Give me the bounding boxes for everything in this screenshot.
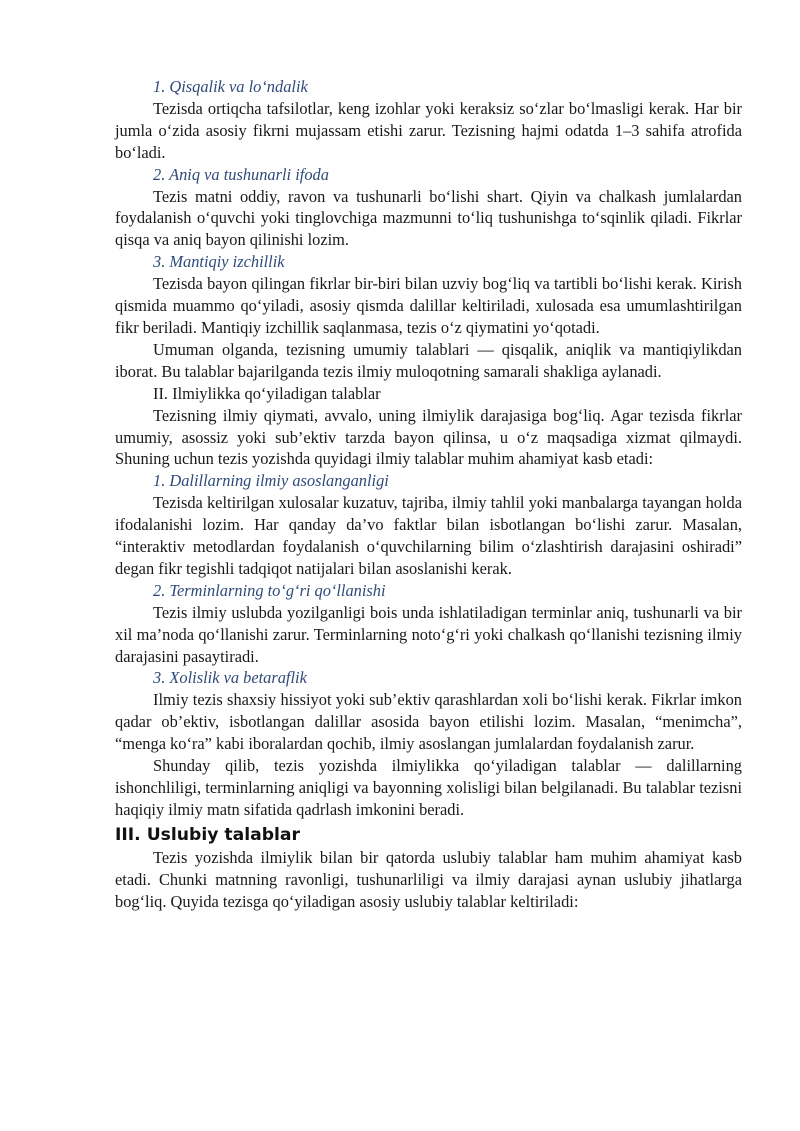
section-heading-style: III. Uslubiy talablar <box>115 824 300 845</box>
subheading-brevity: 1. Qisqalik va lo‘ndalik <box>153 77 308 96</box>
subheading-terms: 2. Terminlarning to‘g‘ri qo‘llanishi <box>153 580 386 600</box>
paragraph: Tezisda ortiqcha tafsilotlar, keng izohlar yoki keraksiz so‘zlar bo‘lmasligi kerak. Har bir jumla o‘zida asosiy fikrni mujassam etishi zarur. Tezisning hajmi odatda 1–3 sahifa atrofida bo‘ladi. <box>115 98 742 162</box>
paragraph: Ilmiy tezis shaxsiy hissiyot yoki sub’ektiv qarashlardan xoli bo‘lishi kerak. Fikrlar imkon qadar ob’ektiv, isbotlangan dalillar asosida bayon etilishi lozim. Masalan, “menimcha”, “menga ko‘ra” kabi iboralardan qochib, ilmiy asoslangan jumlalardan foydalanish zarur. <box>115 690 742 754</box>
summary-paragraph: Umuman olganda, tezisning umumiy talablari — qisqalik, aniqlik va mantiqiylikdan iborat. Bu talablar bajarilganda tezis ilmiy muloqotning samarali shakliga aylanadi. <box>115 339 742 381</box>
subheading-evidence: 1. Dalillarning ilmiy asoslanganligi <box>153 471 389 491</box>
paragraph: Tezisda bayon qilingan fikrlar bir-biri bilan uzviy bog‘liq va tartibli bo‘lishi kerak. Kirish qismida muammo qo‘yiladi, asosiy qismda dalillar keltiriladi, xulosada esa umumlashtirilgan fikr beriladi. Mantiqiy izchillik saqlanmasa, tezis o‘z qiymatini yo‘qotadi. <box>115 274 742 337</box>
paragraph: Tezisda keltirilgan xulosalar kuzatuv, tajriba, ilmiy tahlil yoki manbalarga tayangan holda ifodalanishi lozim. Har qanday da’vo faktlar bilan isbotlangan bo‘lishi zarur. Masalan, “interaktiv metodlardan foydalanish o‘quvchilarning bilim o‘zlashtirish darajasini oshiradi” degan fikr tegishli tadqiqot natijalari bilan asoslanishi kerak. <box>115 493 742 578</box>
paragraph: Tezis yozishda ilmiylik bilan bir qatorda uslubiy talablar ham muhim ahamiyat kasb etadi. Chunki matnning ravonligi, tushunarliligi va ilmiy darajasi aynan uslubiy jihatlarga bog‘liq. Quyida tezisga qo‘yiladigan asosiy uslubiy talablar keltiriladi: <box>115 847 742 911</box>
section-title-scientific: II. Ilmiylikka qo‘yiladigan talablar <box>153 383 381 403</box>
subheading-objectivity: 3. Xolislik va betaraflik <box>153 668 307 688</box>
paragraph: Tezis matni oddiy, ravon va tushunarli bo‘lishi shart. Qiyin va chalkash jumlalardan foydalanish o‘quvchi yoki tinglovchiga mazmunni to‘liq tushunishga to‘sqinlik qiladi. Fikrlar qisqa va aniq bayon qilinishi lozim. <box>115 186 742 250</box>
subheading-clarity: 2. Aniq va tushunarli ifoda <box>153 164 329 184</box>
paragraph: Tezis ilmiy uslubda yozilganligi bois unda ishlatiladigan terminlar aniq, tushunarli va bir xil ma’noda qo‘llanishi zarur. Terminlarning noto‘g‘ri yoki chalkash qo‘llanishi tezisning ilmiy darajasini pasaytiradi. <box>115 602 742 666</box>
paragraph: Tezisning ilmiy qiymati, avvalo, uning ilmiylik darajasiga bog‘liq. Agar tezisda fikrlar umumiy, asossiz yoki sub’ektiv tarzda bayon qilinsa, u o‘z maqsadiga xizmat qilmaydi. Shuning uchun tezis yozishda quyidagi ilmiy talablar muhim ahamiyat kasb etadi: <box>115 405 742 469</box>
document-page <box>115 76 742 913</box>
subheading-logic: 3. Mantiqiy izchillik <box>153 252 285 272</box>
summary-paragraph: Shunday qilib, tezis yozishda ilmiylikka qo‘yiladigan talablar — dalillarning ishonchliligi, terminlarning aniqligi va bayonning xolisligi bilan belgilanadi. Bu talablar tezisni haqiqiy ilmiy matn sifatida qadrlash imkonini beradi. <box>115 756 742 819</box>
